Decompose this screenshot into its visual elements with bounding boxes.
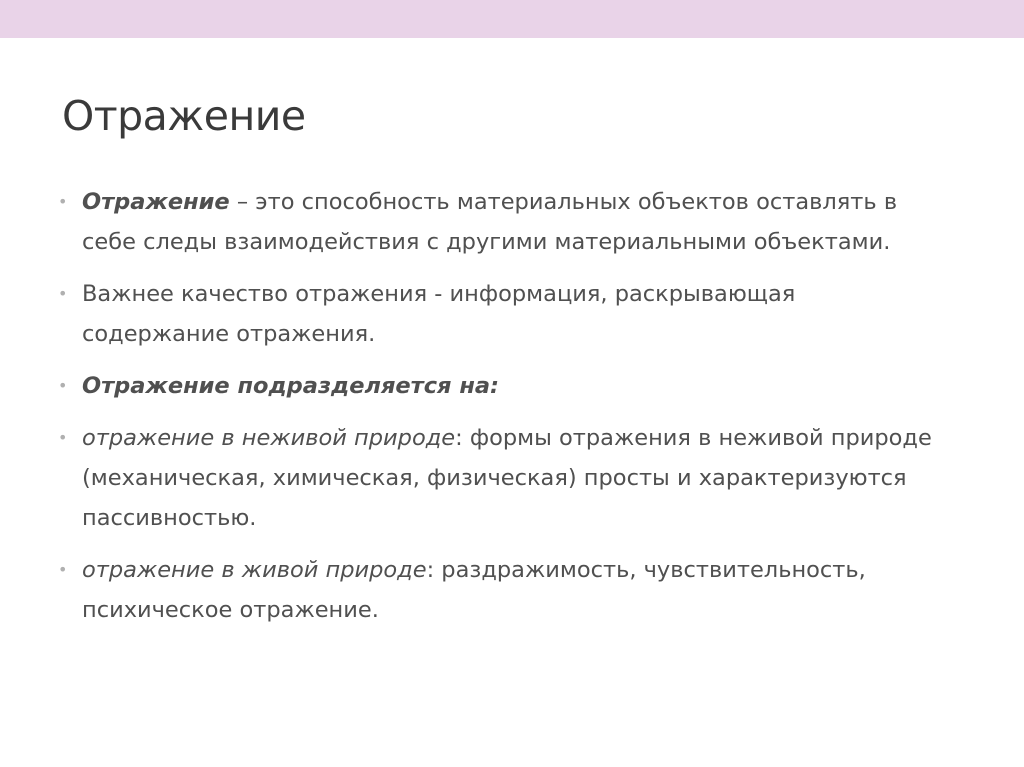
bullet-text: : раздражимость, чувствительность, психическое отражение.: [82, 557, 866, 623]
bullet-emphasis: отражение в неживой природе: [82, 425, 456, 451]
bullet-text: : формы отражения в неживой природе (механическая, химическая, физическая) просты и характеризуются пассивностью.: [82, 425, 932, 531]
bullet-emphasis: Отражение: [82, 189, 230, 215]
bullet-emphasis: отражение в живой природе: [82, 557, 427, 583]
bullet-dot-icon: •: [58, 284, 68, 303]
bullet-text: Важнее качество отражения - информация, раскрывающая содержание отражения.: [82, 281, 796, 347]
bullet-dot-icon: •: [58, 192, 68, 211]
bullet-subdivision: [58, 366, 948, 406]
bullet-list: [58, 182, 948, 642]
bullet-dot-icon: •: [58, 376, 68, 395]
slide-header-band: [0, 0, 1024, 38]
bullet-inanimate-nature: [58, 418, 948, 538]
bullet-emphasis: Отражение подразделяется на:: [82, 373, 500, 399]
bullet-quality: [58, 274, 948, 354]
bullet-living-nature: [58, 550, 948, 630]
bullet-definition: [58, 182, 948, 262]
bullet-dot-icon: •: [58, 428, 68, 447]
bullet-text: – это способность материальных объектов оставлять в себе следы взаимодействия с другими материальными объектами.: [82, 189, 898, 255]
slide-title: Отражение: [62, 92, 306, 140]
bullet-dot-icon: •: [58, 560, 68, 579]
